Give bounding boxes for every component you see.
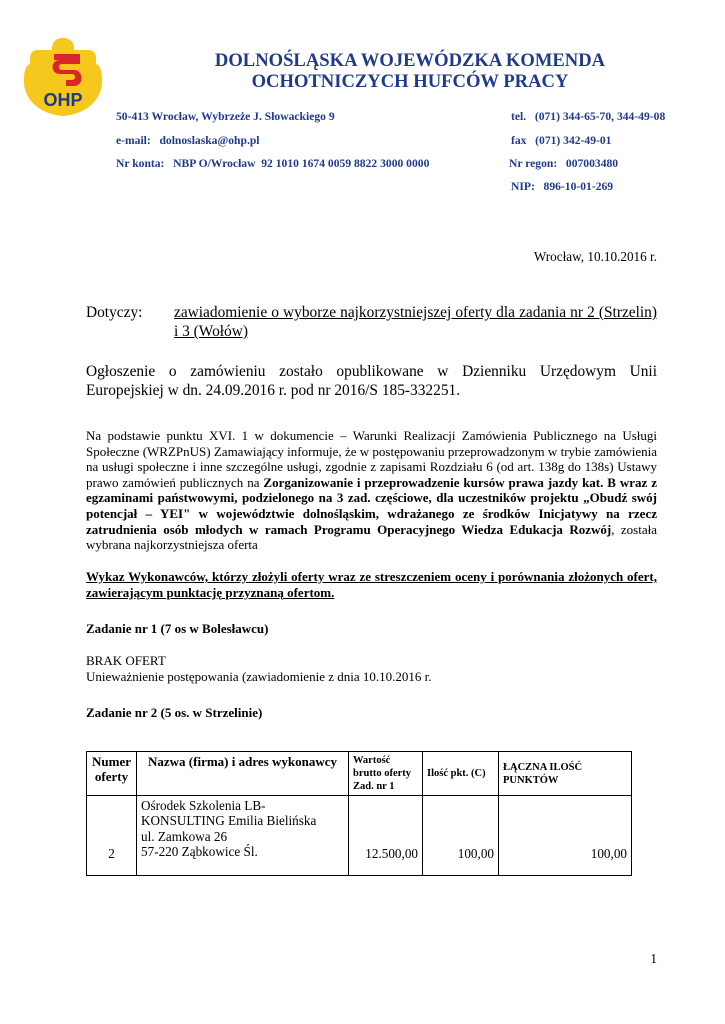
tel-line: [511, 110, 665, 123]
paragraph-bold: Zorganizowanie i przeprowadzenie kursów prawa jazdy kat. B wraz z egzaminami państwowymi, podzielonego na 3 zad. częściowe, dla uczestników projektu „Obudź swój potencjał – YEI" w województwie dolnośląskim, wdrażanego ze środków Inicjatywy na rzecz zatrudnienia osób młodych w ramach Programu Operacyjnego Wiedza Edukacja Rozwój: [86, 474, 658, 537]
email-line: [116, 134, 260, 147]
task2-heading: Zadanie nr 2 (5 os. w Strzelinie): [86, 705, 263, 720]
nip-label: NIP:: [511, 180, 535, 193]
table-row: [87, 796, 632, 876]
offers-table: [86, 751, 632, 876]
title-line-1: DOLNOŚLĄSKA WOJEWÓDZKA KOMENDA: [214, 50, 606, 71]
fax-label: fax: [511, 134, 527, 147]
paragraph-tail: , została wybrana najkorzystniejsza oferta: [86, 521, 658, 553]
paragraph-regular: Na podstawie punktu XVI. 1 w dokumencie – Warunki Realizacji Zamówienia Publicznego na Usługi Społeczne (WRZPnUS) Zamawiający informuje, że w postępowaniu przeprowadzonym w trybie zamówienia na usługi społeczne i inne szczególne usługi, zgodnie z zapisami Rozdziału 6 (od art. 138g do 138s) Ustawy prawo zamówień publicznych na: [86, 428, 657, 490]
contractor-street: ul. Zamkowa 26: [141, 828, 228, 844]
email-label: e-mail:: [116, 134, 151, 147]
nip: 896-10-01-269: [543, 180, 614, 193]
fax: (071) 342-49-01: [535, 134, 612, 147]
regon-line: [509, 157, 618, 170]
fax-line: [511, 134, 611, 147]
account-label: Nr konta:: [116, 157, 165, 170]
account-number: NBP O/Wrocław 92 1010 1674 0059 8822 3000 0000: [173, 157, 430, 170]
address: 50-413 Wrocław, Wybrzeże J. Słowackiego 9: [116, 110, 335, 123]
total-points: 100,00: [499, 796, 632, 876]
logo-text: OHP: [43, 90, 83, 110]
letter-date: Wrocław, 10.10.2016 r.: [533, 249, 657, 264]
points: 100,00: [423, 796, 499, 876]
gross-value: 12.500,00: [349, 796, 423, 876]
ohp-logo: [22, 36, 104, 118]
regon-label: Nr regon:: [509, 157, 558, 170]
page-number: 1: [650, 951, 657, 966]
contractor-cell: [137, 796, 349, 876]
contractor-city: 57-220 Ząbkowice Śl.: [141, 844, 258, 860]
ohp-logo-graphic: [22, 36, 104, 118]
subject: zawiadomienie o wyborze najkorzystniejszej oferty dla zadania nr 2 (Strzelin) i 3 (Wołów): [174, 304, 657, 340]
email: dolnoslaska@ohp.pl: [159, 134, 260, 147]
header-contractor: Nazwa (firma) i adres wykonawcy: [137, 752, 349, 796]
header-gross-value: Wartość brutto oferty Zad. nr 1: [349, 752, 423, 796]
header-offer-number: Numer oferty: [87, 752, 137, 796]
tel: (071) 344-65-70, 344-49-08: [534, 110, 666, 123]
account-line: [116, 157, 429, 170]
task1-heading: Zadanie nr 1 (7 os w Bolesławcu): [86, 621, 269, 636]
task1-status: BRAK OFERT: [86, 653, 166, 668]
nip-line: [511, 180, 613, 193]
subject-label: Dotyczy:: [86, 304, 143, 321]
offer-number: 2: [87, 796, 137, 876]
header-points: Ilość pkt. (C): [423, 752, 499, 796]
offers-list-heading: Wykaz Wykonawców, którzy złożyli oferty wraz ze streszczeniem oceny i porównania złożonych ofert, zawierającym punktację przyznaną ofertom.: [86, 569, 657, 600]
task1-note: Unieważnienie postępowania (zawiadomienie z dnia 10.10.2016 r.: [86, 669, 432, 684]
contractor-name: Ośrodek Szkolenia LB-KONSULTING Emilia Bielińska: [141, 798, 317, 829]
table-header-row: [87, 752, 632, 796]
regon: 007003480: [565, 157, 619, 170]
header-total-points: ŁĄCZNA ILOŚĆ PUNKTÓW: [499, 752, 632, 796]
announcement: Ogłoszenie o zamówieniu zostało opublikowane w Dzienniku Urzędowym Unii Europejskiej w dn. 24.09.2016 r. pod nr 2016/S 185-332251.: [86, 363, 657, 399]
institution-title: [150, 50, 670, 92]
tel-label: tel.: [511, 110, 527, 123]
title-line-2: OCHOTNICZYCH HUFCÓW PRACY: [251, 71, 569, 92]
main-paragraph: [86, 428, 657, 553]
